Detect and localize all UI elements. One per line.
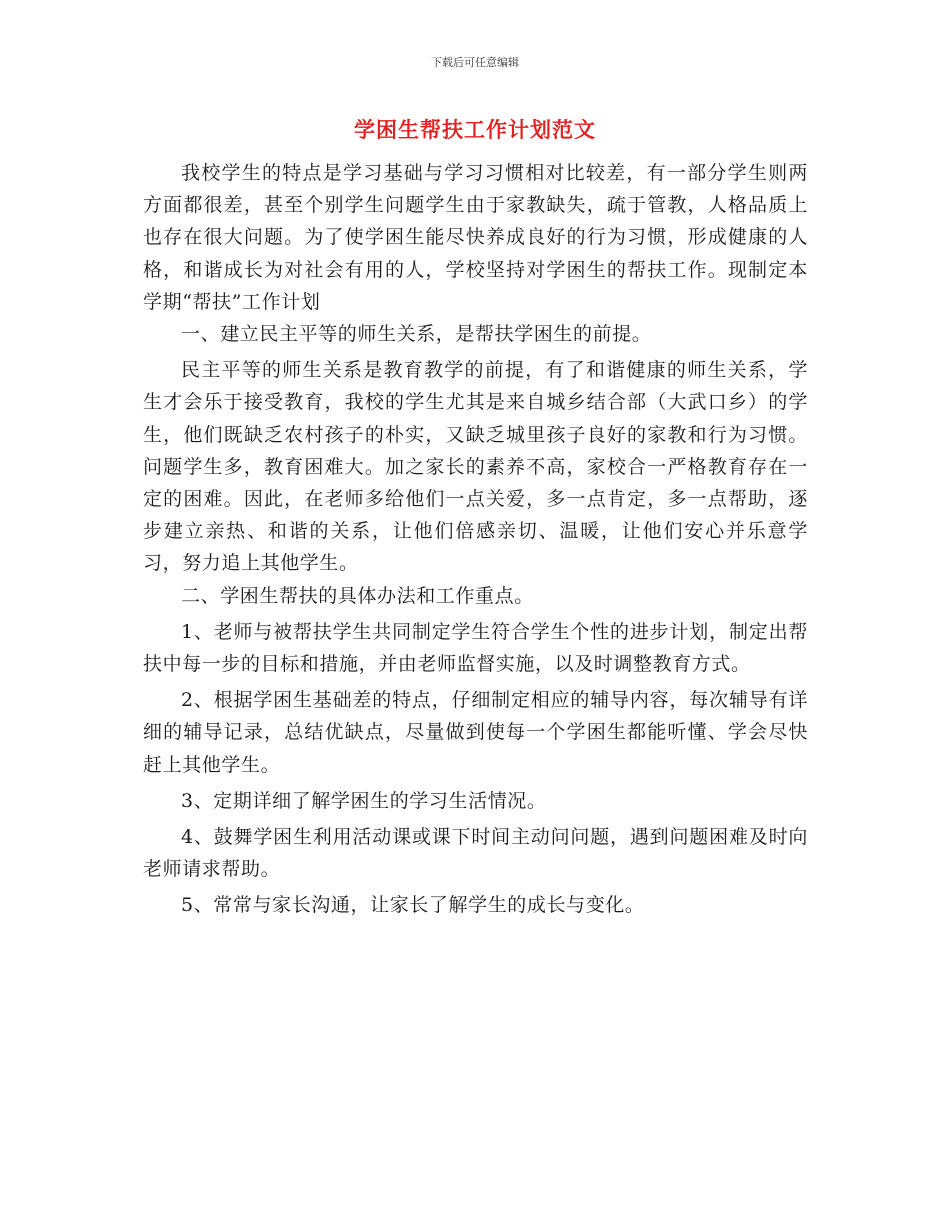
list-item-1: 1、老师与被帮扶学生共同制定学生符合学生个性的进步计划，制定出帮扶中每一步的目标和措施，并由老师监督实施，以及时调整教育方式。	[143, 620, 808, 676]
paragraph-section-1: 民主平等的师生关系是教育教学的前提，有了和谐健康的师生关系，学生才会乐于接受教育，我校的学生尤其是来自城乡结合部（大武口乡）的学生，他们既缺乏农村孩子的朴实，又缺乏城里孩子良好的家教和行为习惯。问题学生多，教育困难大。加之家长的素养不高，家校合一严格教育存在一定的困难。因此，在老师多给他们一点关爱，多一点肯定，多一点帮助，逐步建立亲热、和谐的关系，让他们倍感亲切、温暖，让他们安心并乐意学习，努力追上其他学生。	[143, 359, 808, 575]
list-item-4: 4、鼓舞学困生利用活动课或课下时间主动问问题，遇到问题困难及时向老师请求帮助。	[143, 826, 808, 881]
section-heading-1: 一、建立民主平等的师生关系，是帮扶学困生的前提。	[181, 323, 652, 346]
document-body	[143, 157, 808, 922]
list-item-2: 2、根据学困生基础差的特点，仔细制定相应的辅导内容，每次辅导有详细的辅导记录，总结优缺点，尽量做到使每一个学困生都能听懂、学会尽快赶上其他学生。	[143, 689, 808, 776]
paragraph-intro: 我校学生的特点是学习基础与学习习惯相对比较差，有一部分学生则两方面都很差，甚至个别学生问题学生由于家教缺失，疏于管教，人格品质上也存在很大问题。为了使学困生能尽快养成良好的行为习惯，形成健康的人格，和谐成长为对社会有用的人，学校坚持对学困生的帮扶工作。现制定本学期“帮扶”工作计划	[143, 162, 808, 313]
list-item-5: 5、常常与家长沟通，让家长了解学生的成长与变化。	[181, 894, 645, 917]
header-note: 下载后可任意编辑	[431, 56, 519, 69]
document-title: 学困生帮扶工作计划范文	[354, 118, 596, 142]
list-item-3: 3、定期详细了解学困生的学习生活情况。	[181, 789, 547, 812]
section-heading-2: 二、学困生帮扶的具体办法和工作重点。	[181, 584, 534, 607]
